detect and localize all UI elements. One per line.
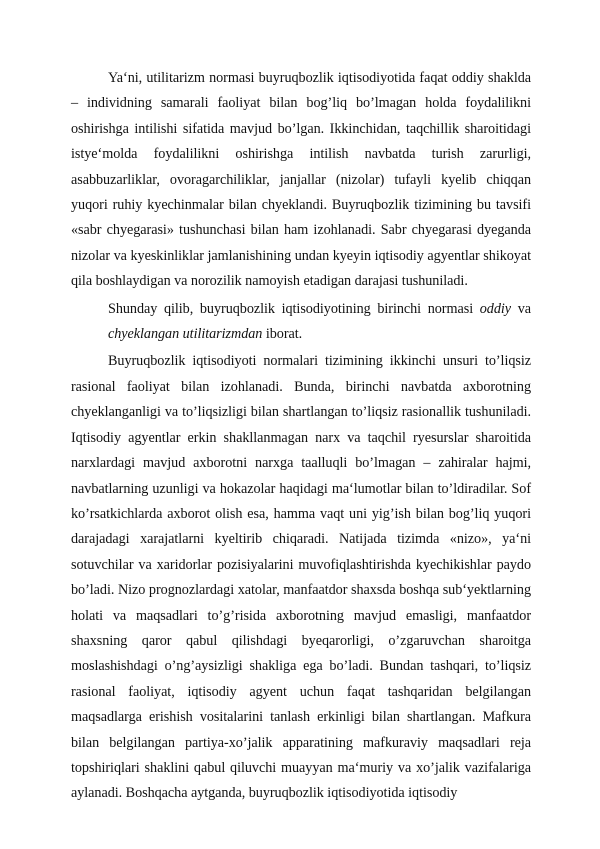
paragraph-utilitarianism: Ya‘ni, utilitarizm normasi buyruqbozlik iqtisodiyotida faqat oddiy shaklda – individning samarali faoliyat bilan bog’liq bo’lmagan holda foydalilikni oshirishga intilishi sifatida mavjud bo’lgan. Ikkinchidan, taqchillik sharoitidagi istye‘molda foydalilikni oshirishga intilish navbatda turish zarurligi, asabbuzarliklar, ovoragarchiliklar, janjallar (nizolar) tufayli kyelib chiqqan yuqori ruhiy kyechinmalar bilan chyeklandi. Buyruqbozlik tizimining bu tavsifi «sabr chyegarasi» tushunchasi bilan ham izohlanadi. Sabr chyegarasi dyeganda nizolar va kyeskinliklar jamlanishining undan kyeyin iqtisodiy agyentlar shikoyat qila boshlaydigan va norozilik namoyish etadigan darajasi tushuniladi. xyxy=(71,70,531,290)
paragraph-rational-activity: Buyruqbozlik iqtisodiyoti normalari tizimining ikkinchi unsuri to’liqsiz rasional faoliyat bilan izohlanadi. Bunda, birinchi navbatda axborotning chyeklanganligi va to’liqsizligi bilan shartlangan to’liqsiz rasionallik tushuniladi. Iqtisodiy agyentlar erkin shakllanmagan narx va taqchil ryesurslar sharoitida narxlardagi mavjud axborotni narxga taalluqli bo’lmagan – zahiralar hajmi, navbatlarning uzunligi va hokazolar haqidagi ma‘lumotlar bilan to’ldiradilar. Sof ko’rsatkichlarda axborot olish esa, hamma vaqt uni yig’ish bilan bog’liq yuqori darajadagi xarajatlarni kyeltirib chiqaradi. Natijada tizimda «nizo», ya‘ni sotuvchilar va xaridorlar pozisiyalarini muvofiqlashtirishda kyechikishlar paydo bo’ladi. Nizo prognozlardagi xatolar, manfaatdor shaxsda boshqa sub‘yektlarning holati va maqsadlari to’g’risida axborotning mavjud emasligi, manfaatdor shaxsning qaror qabul qilishdagi byeqarorligi, o’zgaruvchan sharoitga moslashishdagi o’ng’aysizligi shakliga ega bo’ladi. Bundan tashqari, to’liqsiz rasional faoliyat, iqtisodiy agyent uchun faqat tashqaridan belgilangan maqsadlarga erishish vositalarini tanlash erkinligi bilan shartlangan. Mafkura bilan belgilangan partiya-xo’jalik apparatining mafkuraviy maqsadlari reja topshiriqlari shaklini qabul qiluvchi muayyan ma‘muriy va xo’jalik vazifalariga aylanadi. Boshqacha aytganda, buyruqbozlik iqtisodiyotida iqtisodiy xyxy=(71,353,531,802)
paragraph-conclusion xyxy=(71,297,531,348)
document-body xyxy=(71,66,531,807)
paragraph-conclusion-line-2: chyeklangan utilitarizmdan iborat. xyxy=(108,326,303,343)
emphasis-oddiy: oddiy xyxy=(479,300,512,317)
paragraph-conclusion-line-1: Shunday qilib, buyruqbozlik iqtisodiyotining birinchi normasi oddiy va xyxy=(108,300,531,317)
emphasis-utilitarizm: chyeklangan utilitarizmdan xyxy=(108,326,263,343)
